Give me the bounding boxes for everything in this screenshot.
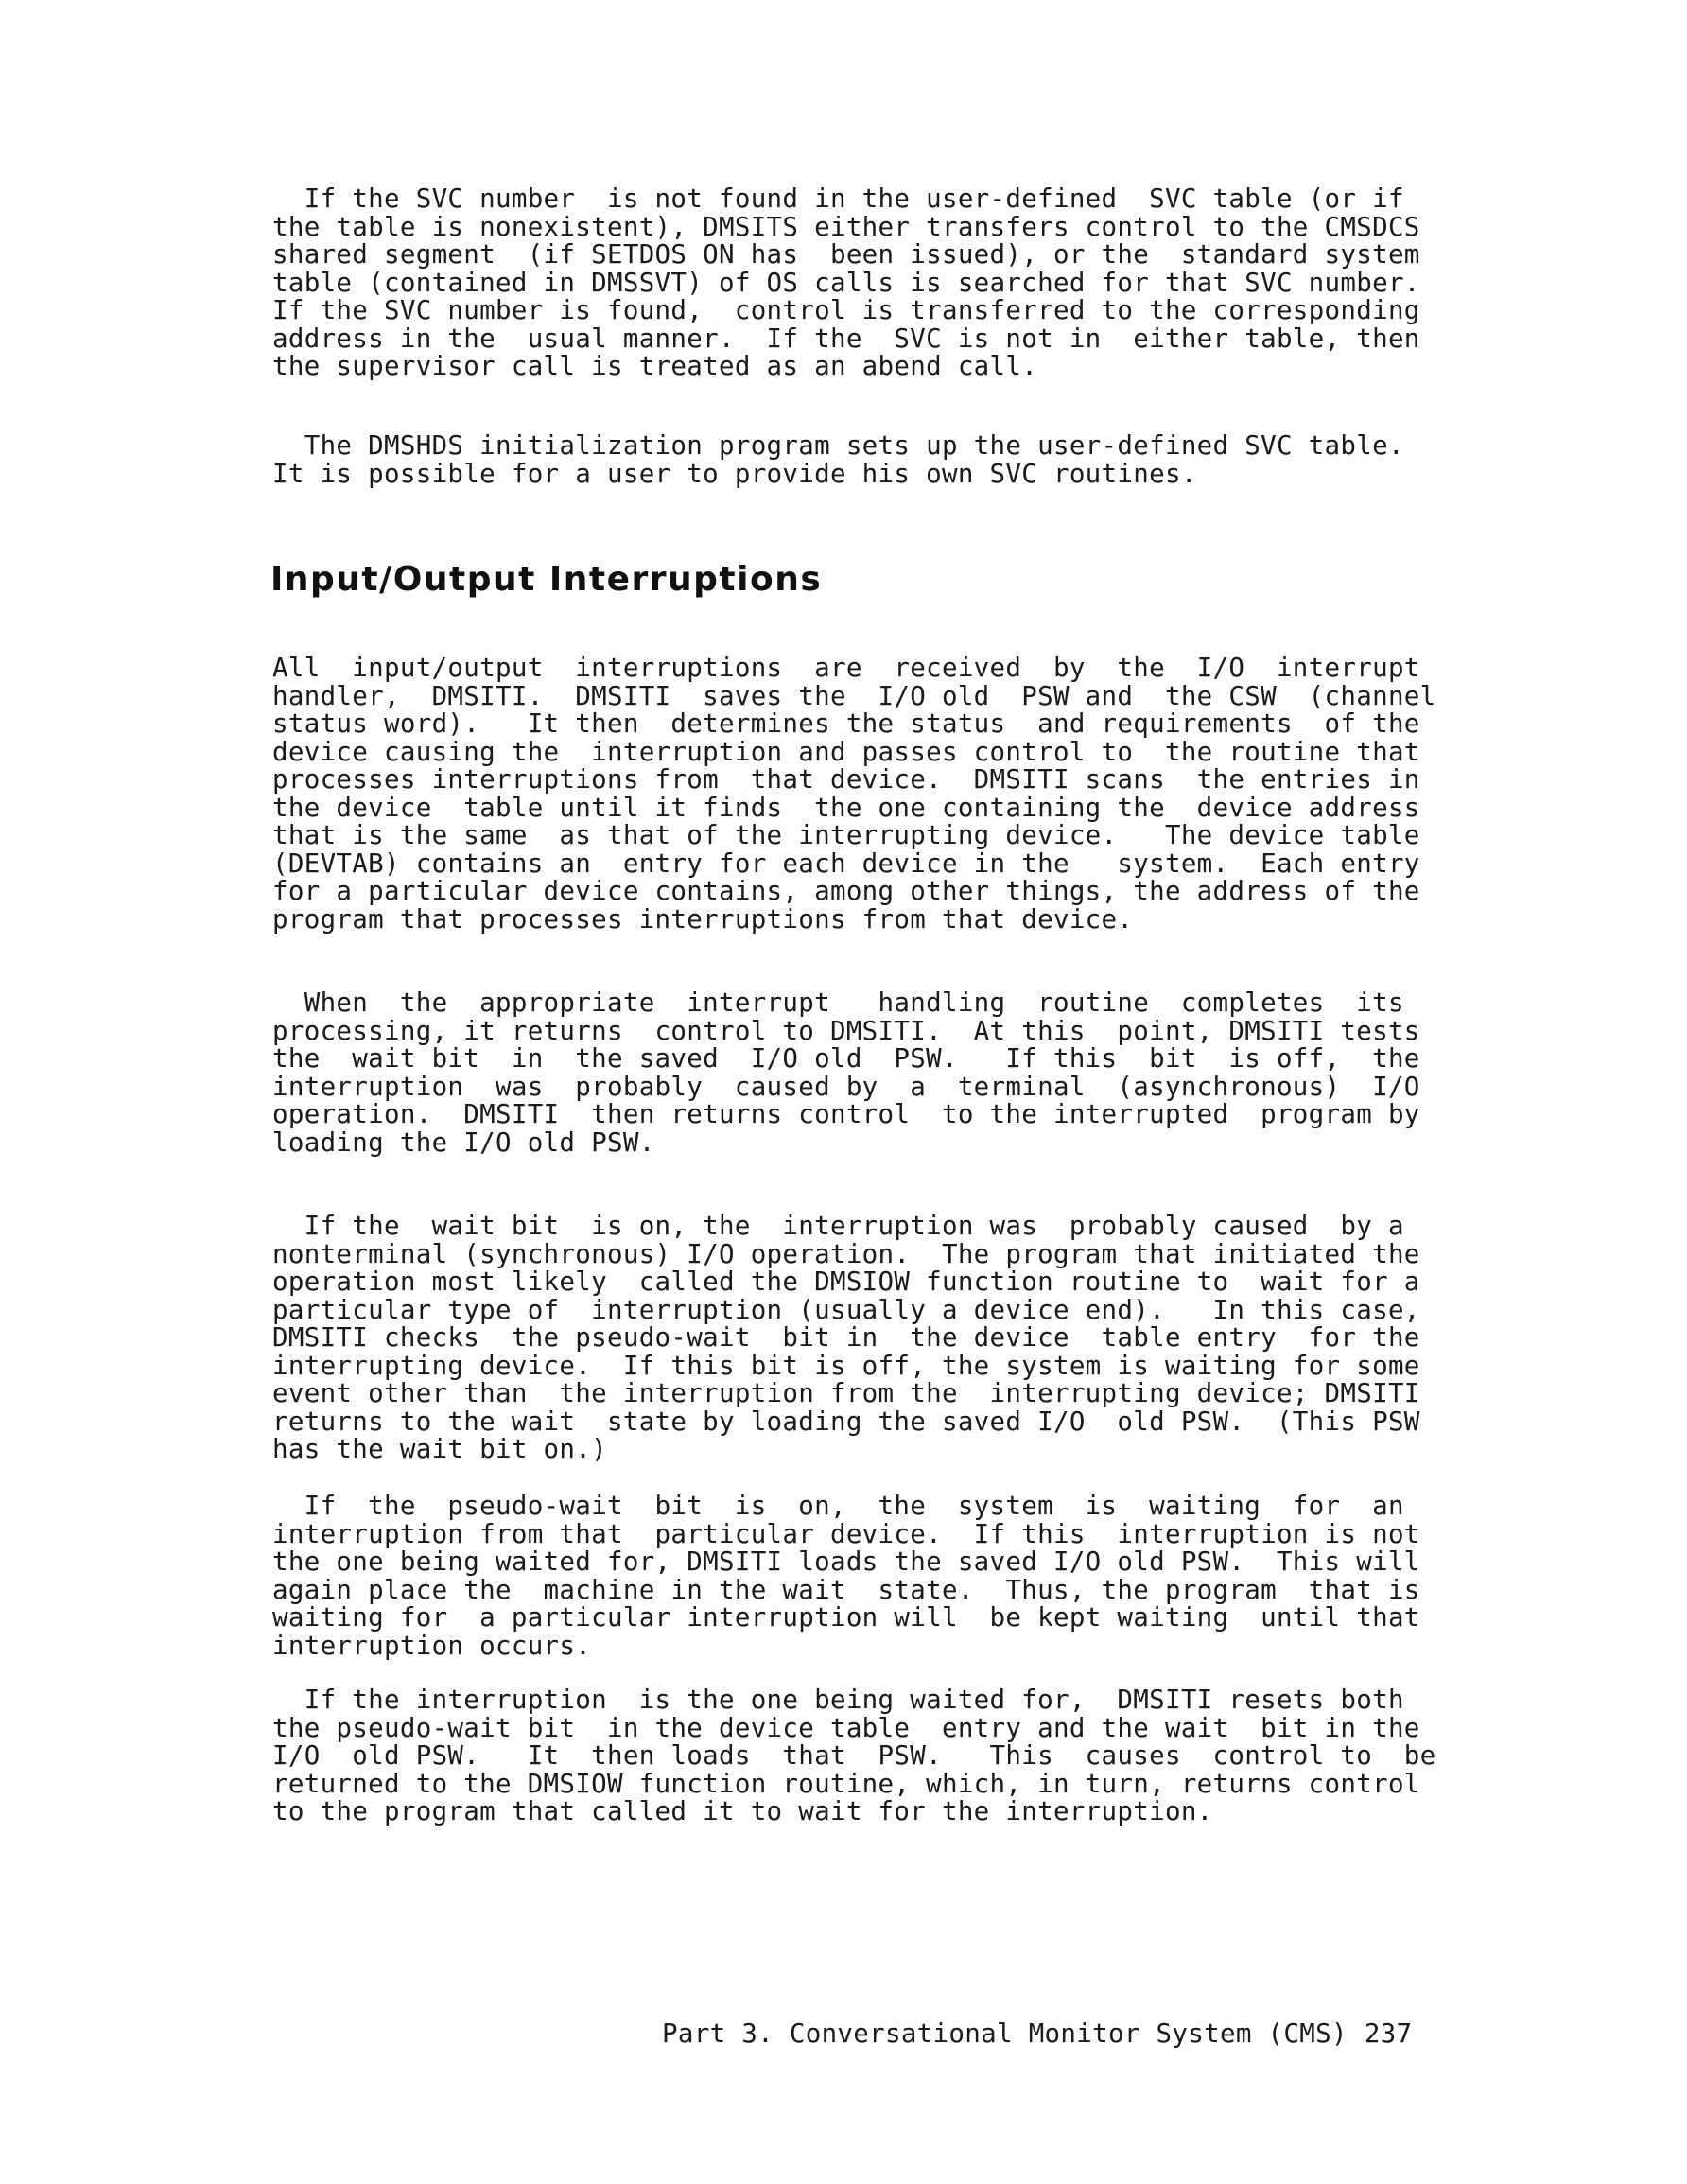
paragraph-wait-bit-on: If the wait bit is on, the interruption was probably caused by a nonterminal (synchronous) I/O operation. The program that initiated the operation most likely called the DMSIOW function routine to wait for a particular type of interruption (usually a device end). In this case, DMSITI checks the pseudo-wait bit in the device table entry for the interrupting device. If this bit is off, the system is waiting for some event other than the interruption from the interrupting device; DMSITI returns to the wait state by loading the saved I/O old PSW. (This PSW has the wait bit on.) xyxy=(272,1211,1420,1464)
paragraph-pseudo-wait-bit-on: If the pseudo-wait bit is on, the system is waiting for an interruption from that particular device. If this interruption is not the one being waited for, DMSITI loads the saved I/O old PSW. This will again place the machine in the wait state. Thus, the program that is waiting for a particular interruption will be kept waiting until that interruption occurs. xyxy=(272,1491,1420,1661)
page-number: 237 xyxy=(1364,2018,1413,2049)
page-footer xyxy=(662,2018,1412,2049)
paragraph-dmshds-initialization: The DMSHDS initialization program sets up the user-defined SVC table. It is possible for a user to provide his own SVC routines. xyxy=(272,430,1404,489)
paragraph-io-interrupt-handler: All input/output interruptions are received by the I/O interrupt handler, DMSITI. DMSITI saves the I/O old PSW and the CSW (channel status word). It then determines the status and requirements of the device causing the interruption and passes control to the routine that processes interruptions from that device. DMSITI scans the entries in the device table until it finds the one containing the device address that is the same as that of the interrupting device. The device table (DEVTAB) contains an entry for each device in the system. Each entry for a particular device contains, among other things, the address of the program that processes interruptions from that device. xyxy=(272,653,1436,935)
section-heading: Input/Output Interruptions xyxy=(270,560,823,599)
running-title: Part 3. Conversational Monitor System (CMS) xyxy=(662,2018,1348,2049)
paragraph-svc-not-found: If the SVC number is not found in the user-defined SVC table (or if the table is nonexistent), DMSITS either transfers control to the CMSDCS shared segment (if SETDOS ON has been issued), or the standard system table (contained in DMSSVT) of OS calls is searched for that SVC number. If the SVC number is found, control is transferred to the corresponding address in the usual manner. If the SVC is not in either table, then the supervisor call is treated as an abend call. xyxy=(272,183,1420,381)
paragraph-interruption-waited-for: If the interruption is the one being waited for, DMSITI resets both the pseudo-wait bit in the device table entry and the wait bit in the I/O old PSW. It then loads that PSW. This causes control to be returned to the DMSIOW function routine, which, in turn, returns control to the program that called it to wait for the interruption. xyxy=(272,1685,1436,1826)
paragraph-interrupt-routine-completes: When the appropriate interrupt handling routine completes its processing, it returns control to DMSITI. At this point, DMSITI tests the wait bit in the saved I/O old PSW. If this bit is off, the interruption was probably caused by a terminal (asynchronous) I/O operation. DMSITI then returns control to the interrupted program by loading the I/O old PSW. xyxy=(272,987,1420,1158)
